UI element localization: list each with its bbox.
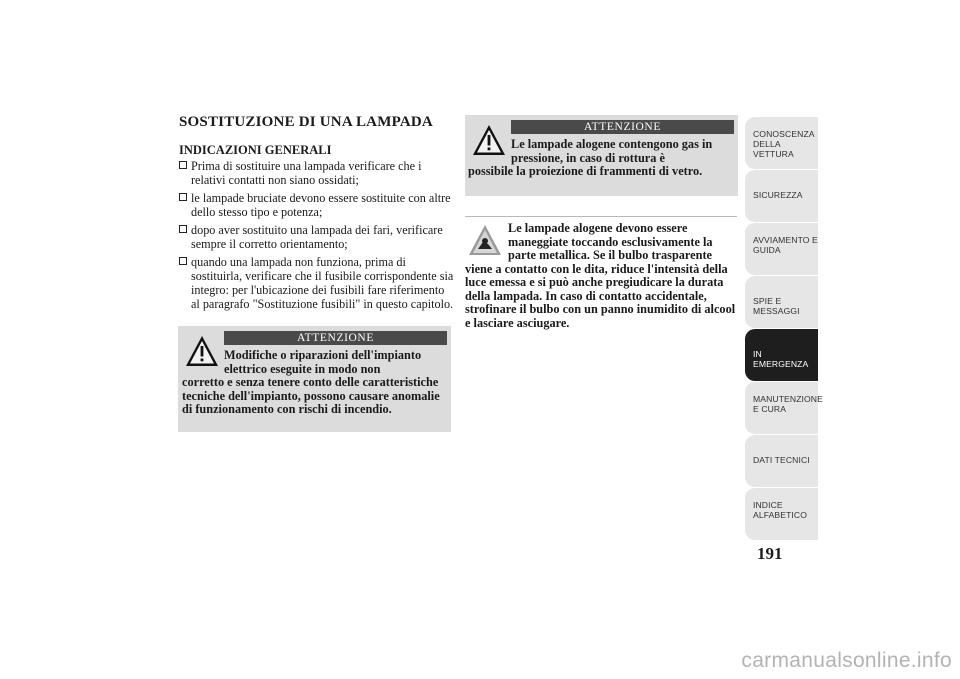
tab-sicurezza[interactable] [745, 170, 818, 222]
tab-label: SPIE E MESSAGGI [753, 296, 800, 316]
section-title: SOSTITUZIONE DI UNA LAMPADA [179, 114, 433, 130]
tab-label: DATI TECNICI [753, 455, 810, 465]
tab-label: IN EMERGENZA [753, 349, 809, 369]
tab-label: INDICE ALFABETICO [753, 500, 808, 520]
bullet-text: le lampade bruciate devono essere sostituite con altre dello stesso tipo e potenza; [191, 191, 451, 219]
tab-conoscenza-vettura[interactable] [745, 117, 818, 169]
warning-text-lead: Le lampade alogene contengono gas in pressione, in caso di rottura è [511, 137, 713, 165]
bullet-item [179, 255, 455, 311]
checkbox-bullet-icon [179, 161, 187, 169]
tab-spie-messaggi[interactable] [745, 276, 818, 328]
halogen-note [465, 222, 741, 330]
bullet-text: dopo aver sostituito una lampada dei fari, verificare sempre il corretto orientamento; [191, 223, 443, 251]
warning-text [224, 349, 446, 376]
tab-indice-alfabetico[interactable] [745, 488, 818, 540]
bullet-text: Prima di sostituire una lampada verificare che i relativi contatti non siano ossidati; [191, 159, 422, 187]
tab-dati-tecnici[interactable] [745, 435, 818, 487]
checkbox-bullet-icon [179, 225, 187, 233]
warning-triangle-icon [184, 334, 220, 368]
halogen-note-continued: viene a contatto con le dita, riduce l'intensità della luce emessa e si può anche pregiudicare la durata della lampada. In caso di contatto accidentale, strofinare il bulbo con un panno inumidito di alcool e lasciare asciugare. [465, 261, 736, 330]
tab-in-emergenza[interactable] [745, 329, 818, 381]
warning-label: ATTENZIONE [511, 120, 734, 134]
divider-line [465, 216, 737, 217]
checkbox-bullet-icon [179, 193, 187, 201]
warning-text-lead: Modifiche o riparazioni dell'impianto elettrico eseguite in modo non [224, 348, 422, 376]
page-number: 191 [757, 544, 783, 563]
bullet-list [179, 159, 455, 315]
warning-label: ATTENZIONE [224, 331, 447, 345]
warning-box-halogen [465, 115, 738, 196]
tab-label: SICUREZZA [753, 190, 803, 200]
warning-triangle-icon [471, 123, 507, 157]
bullet-text: quando una lampada non funziona, prima di sostituirla, verificare che il fusibile corrispondente sia integro: per l'ubicazione dei fusibili fare riferimento al paragrafo "Sostituzione fusibili" in questo capitolo. [191, 255, 454, 311]
bullet-item [179, 223, 455, 251]
tab-label: MANUTENZIONE E CURA [753, 394, 823, 414]
bullet-item [179, 159, 455, 187]
warning-text-continued: corretto e senza tenere conto delle caratteristiche tecniche dell'impianto, possono causare anomalie di funzionamento con rischi di incendio. [182, 375, 440, 416]
tab-manutenzione-cura[interactable] [745, 382, 823, 434]
watermark: carmanualsonline.info [741, 649, 952, 672]
halogen-note-lead: Le lampade alogene devono essere maneggiate toccando esclusivamente la parte metallica. Se il bulbo trasparente [508, 221, 713, 262]
tab-label: CONOSCENZA DELLA VETTURA [753, 129, 815, 159]
checkbox-bullet-icon [179, 257, 187, 265]
tab-label: AVVIAMENTO E GUIDA [753, 235, 818, 255]
tab-avviamento-guida[interactable] [745, 223, 818, 275]
warning-text-continued: possibile la proiezione di frammenti di vetro. [468, 164, 703, 178]
warning-box-electrical [178, 326, 451, 432]
subsection-title: INDICAZIONI GENERALI [179, 143, 332, 157]
warning-text [511, 138, 733, 165]
bullet-item [179, 191, 455, 219]
